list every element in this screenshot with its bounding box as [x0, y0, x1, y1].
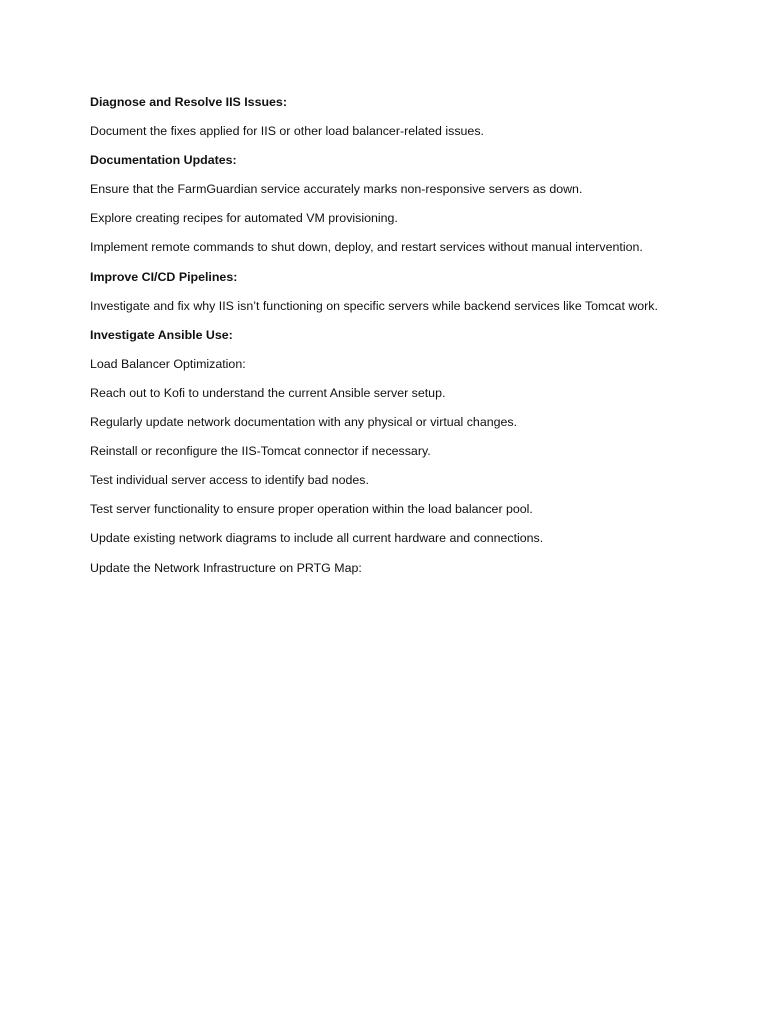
- heading-investigate-ansible: Investigate Ansible Use:: [90, 327, 233, 342]
- paragraph-vm-recipes: Explore creating recipes for automated VM provisioning.: [90, 211, 398, 226]
- heading-documentation-updates: Documentation Updates:: [90, 153, 237, 168]
- paragraph-update-prtg-map: Update the Network Infrastructure on PRTG Map:: [90, 560, 362, 575]
- document-body: [90, 93, 730, 588]
- paragraph-farmguardian: Ensure that the FarmGuardian service accurately marks non-responsive servers as down.: [90, 182, 583, 197]
- paragraph-document-fixes: Document the fixes applied for IIS or other load balancer-related issues.: [90, 124, 484, 139]
- heading-improve-cicd: Improve CI/CD Pipelines:: [90, 269, 238, 284]
- paragraph-load-balancer-optimization: Load Balancer Optimization:: [90, 356, 246, 371]
- paragraph-update-network-docs: Regularly update network documentation with any physical or virtual changes.: [90, 415, 518, 430]
- heading-diagnose-iis: Diagnose and Resolve IIS Issues:: [90, 95, 287, 109]
- paragraph-reach-out-kofi: Reach out to Kofi to understand the current Ansible server setup.: [90, 385, 446, 400]
- paragraph-test-server-access: Test individual server access to identify bad nodes.: [90, 473, 369, 488]
- paragraph-update-network-diagrams: Update existing network diagrams to include all current hardware and connections.: [90, 531, 544, 546]
- paragraph-reinstall-connector: Reinstall or reconfigure the IIS-Tomcat connector if necessary.: [90, 444, 431, 459]
- paragraph-remote-commands: Implement remote commands to shut down, deploy, and restart services without manual intervention.: [90, 240, 643, 255]
- paragraph-test-server-functionality: Test server functionality to ensure proper operation within the load balancer pool.: [90, 502, 533, 517]
- paragraph-investigate-iis: Investigate and fix why IIS isn’t functioning on specific servers while backend services like Tomcat work.: [90, 298, 658, 313]
